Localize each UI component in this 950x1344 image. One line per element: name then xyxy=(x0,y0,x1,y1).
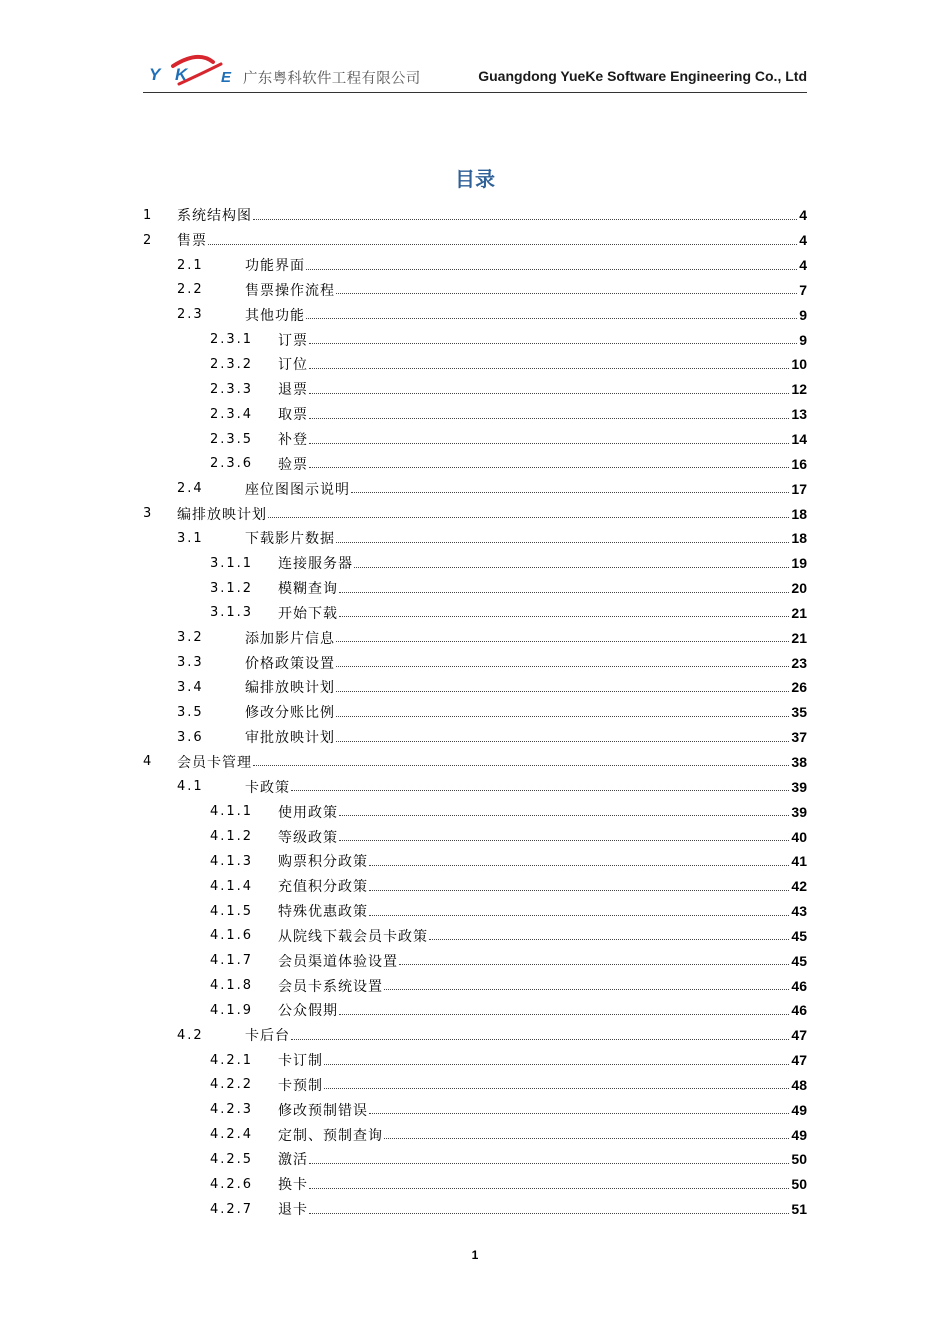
toc-entry-title: 特殊优惠政策 xyxy=(278,904,368,921)
toc-entry-number: 2.3.6 xyxy=(210,456,254,472)
svg-text:E: E xyxy=(221,69,232,86)
dot-leader xyxy=(369,915,789,916)
toc-entry[interactable] xyxy=(143,327,807,352)
dot-leader xyxy=(399,964,789,965)
toc-entry-number: 2.3.5 xyxy=(210,431,254,447)
toc-entry-title: 售票 xyxy=(177,233,207,250)
toc-entry[interactable] xyxy=(143,576,807,601)
toc-entry-number: 4.1.8 xyxy=(210,978,254,994)
toc-entry-title: 其他功能 xyxy=(245,307,305,324)
toc-entry-number: 4.1 xyxy=(177,779,204,795)
toc-entry-page: 23 xyxy=(791,654,807,671)
toc-entry-page: 4 xyxy=(799,232,807,249)
toc-entry-number: 4.2.1 xyxy=(210,1052,254,1068)
toc-entry-page: 48 xyxy=(791,1076,807,1093)
toc-entry-number: 4.1.5 xyxy=(210,903,254,919)
toc-entry[interactable] xyxy=(143,501,807,526)
toc-entry-title: 卡订制 xyxy=(278,1053,323,1070)
toc-entry-page: 46 xyxy=(791,977,807,994)
toc-entry-page: 51 xyxy=(791,1201,807,1218)
toc-entry-title: 修改分账比例 xyxy=(245,705,335,722)
dot-leader xyxy=(291,790,789,791)
toc-entry-title: 等级政策 xyxy=(278,829,338,846)
dot-leader xyxy=(309,368,789,369)
toc-entry-title: 退卡 xyxy=(278,1202,308,1219)
toc-entry-title: 下载影片数据 xyxy=(245,531,335,548)
toc-entry[interactable] xyxy=(143,1197,807,1222)
toc-entry-title: 激活 xyxy=(278,1152,308,1169)
toc-entry[interactable] xyxy=(143,203,807,228)
dot-leader xyxy=(384,989,789,990)
toc-entry-title: 定制、预制查询 xyxy=(278,1127,383,1144)
toc-entry-number: 2.3.2 xyxy=(210,356,254,372)
toc-entry-page: 49 xyxy=(791,1126,807,1143)
dot-leader xyxy=(324,1064,789,1065)
toc-entry-title: 编排放映计划 xyxy=(177,506,267,523)
toc-entry-title: 验票 xyxy=(278,456,308,473)
toc-entry-page: 50 xyxy=(791,1151,807,1168)
dot-leader xyxy=(339,616,789,617)
toc-entry-number: 2.3.1 xyxy=(210,332,254,348)
page-number: 1 xyxy=(471,1248,479,1262)
toc-entry-page: 20 xyxy=(791,580,807,597)
toc-entry-number: 3.2 xyxy=(177,630,204,646)
toc-entry[interactable] xyxy=(143,451,807,476)
toc-entry[interactable] xyxy=(143,1122,807,1147)
toc-entry[interactable] xyxy=(143,923,807,948)
toc-entry-page: 18 xyxy=(791,505,807,522)
toc-entry[interactable] xyxy=(143,774,807,799)
toc-entry-title: 公众假期 xyxy=(278,1003,338,1020)
toc-entry[interactable] xyxy=(143,650,807,675)
toc-entry-number: 2.1 xyxy=(177,257,204,273)
dot-leader xyxy=(309,443,789,444)
toc-entry-page: 45 xyxy=(791,927,807,944)
toc-entry-title: 卡政策 xyxy=(245,779,290,796)
toc-entry-number: 4 xyxy=(143,754,154,770)
toc-entry[interactable] xyxy=(143,725,807,750)
toc-entry-page: 16 xyxy=(791,455,807,472)
toc-entry-number: 4.2.4 xyxy=(210,1127,254,1143)
dot-leader xyxy=(268,517,789,518)
toc-entry-number: 3 xyxy=(143,506,154,522)
toc-entry-title: 价格政策设置 xyxy=(245,655,335,672)
toc-entry-number: 4.2 xyxy=(177,1027,204,1043)
toc-entry-number: 3.1 xyxy=(177,530,204,546)
dot-leader xyxy=(253,219,797,220)
toc-entry-number: 3.1.3 xyxy=(210,605,254,621)
table-of-contents xyxy=(143,203,807,1222)
toc-entry[interactable] xyxy=(143,1023,807,1048)
toc-entry-page: 17 xyxy=(791,480,807,497)
toc-entry-title: 会员渠道体验设置 xyxy=(278,953,398,970)
toc-entry-title: 座位图图示说明 xyxy=(245,481,350,498)
toc-entry[interactable] xyxy=(143,973,807,998)
toc-entry-title: 从院线下载会员卡政策 xyxy=(278,928,428,945)
dot-leader xyxy=(336,641,789,642)
toc-title: 目录 xyxy=(455,167,495,191)
toc-entry-number: 4.2.2 xyxy=(210,1077,254,1093)
toc-entry-number: 2.3.4 xyxy=(210,406,254,422)
dot-leader xyxy=(208,244,797,245)
dot-leader xyxy=(339,840,789,841)
toc-entry[interactable] xyxy=(143,352,807,377)
toc-entry-number: 3.5 xyxy=(177,704,204,720)
toc-entry[interactable] xyxy=(143,551,807,576)
toc-entry-page: 18 xyxy=(791,530,807,547)
toc-entry[interactable] xyxy=(143,302,807,327)
toc-entry-title: 使用政策 xyxy=(278,804,338,821)
toc-entry-number: 2.3.3 xyxy=(210,381,254,397)
toc-entry-number: 4.1.7 xyxy=(210,953,254,969)
dot-leader xyxy=(309,343,797,344)
dot-leader xyxy=(339,815,789,816)
company-logo xyxy=(143,54,238,88)
dot-leader xyxy=(339,592,789,593)
toc-entry-number: 4.1.9 xyxy=(210,1002,254,1018)
toc-entry-page: 10 xyxy=(791,356,807,373)
toc-entry[interactable] xyxy=(143,700,807,725)
company-name-en: Guangdong YueKe Software Engineering Co., Ltd xyxy=(478,68,807,84)
toc-entry-number: 4.1.3 xyxy=(210,853,254,869)
toc-entry[interactable] xyxy=(143,476,807,501)
dot-leader xyxy=(306,318,797,319)
page-header xyxy=(143,52,807,93)
dot-leader xyxy=(309,1163,789,1164)
toc-entry-number: 2 xyxy=(143,232,154,248)
toc-entry-page: 40 xyxy=(791,828,807,845)
toc-entry-number: 4.2.7 xyxy=(210,1201,254,1217)
toc-entry-number: 2.4 xyxy=(177,481,204,497)
toc-entry-title: 取票 xyxy=(278,407,308,424)
toc-entry[interactable] xyxy=(143,427,807,452)
toc-entry-title: 连接服务器 xyxy=(278,556,353,573)
toc-entry[interactable] xyxy=(143,874,807,899)
toc-entry-title: 购票积分政策 xyxy=(278,854,368,871)
dot-leader xyxy=(324,1088,789,1089)
toc-entry-number: 4.2.5 xyxy=(210,1151,254,1167)
dot-leader xyxy=(309,467,789,468)
toc-entry-page: 39 xyxy=(791,778,807,795)
toc-entry-page: 14 xyxy=(791,431,807,448)
dot-leader xyxy=(336,691,789,692)
toc-entry[interactable] xyxy=(143,278,807,303)
toc-entry-number: 2.2 xyxy=(177,282,204,298)
dot-leader xyxy=(429,939,789,940)
dot-leader xyxy=(336,666,789,667)
toc-entry-page: 9 xyxy=(799,306,807,323)
toc-entry[interactable] xyxy=(143,377,807,402)
toc-entry-title: 功能界面 xyxy=(245,258,305,275)
toc-entry-number: 4.2.6 xyxy=(210,1176,254,1192)
toc-entry[interactable] xyxy=(143,824,807,849)
dot-leader xyxy=(309,1213,789,1214)
dot-leader xyxy=(336,542,789,543)
toc-entry[interactable] xyxy=(143,899,807,924)
toc-entry-number: 4.1.4 xyxy=(210,878,254,894)
toc-entry[interactable] xyxy=(143,253,807,278)
toc-entry-title: 换卡 xyxy=(278,1177,308,1194)
toc-entry-page: 12 xyxy=(791,381,807,398)
dot-leader xyxy=(309,418,789,419)
toc-entry-title: 会员卡系统设置 xyxy=(278,978,383,995)
svg-text:K: K xyxy=(175,65,188,84)
toc-entry-number: 3.1.2 xyxy=(210,580,254,596)
toc-entry-page: 21 xyxy=(791,604,807,621)
toc-entry-number: 2.3 xyxy=(177,307,204,323)
toc-entry-number: 3.1.1 xyxy=(210,555,254,571)
toc-entry-page: 47 xyxy=(791,1027,807,1044)
toc-entry-number: 4.2.3 xyxy=(210,1102,254,1118)
company-name-cn: 广东粤科软件工程有限公司 xyxy=(243,71,421,87)
toc-entry-page: 9 xyxy=(799,331,807,348)
toc-entry-title: 卡预制 xyxy=(278,1077,323,1094)
toc-entry-page: 42 xyxy=(791,878,807,895)
toc-entry[interactable] xyxy=(143,998,807,1023)
toc-entry-title: 编排放映计划 xyxy=(245,680,335,697)
dot-leader xyxy=(309,393,789,394)
toc-entry-page: 21 xyxy=(791,629,807,646)
dot-leader xyxy=(369,890,789,891)
dot-leader xyxy=(369,1113,789,1114)
dot-leader xyxy=(336,293,797,294)
toc-entry-number: 3.4 xyxy=(177,679,204,695)
dot-leader xyxy=(336,741,789,742)
dot-leader xyxy=(309,1188,789,1189)
toc-entry-title: 充值积分政策 xyxy=(278,879,368,896)
toc-entry-page: 7 xyxy=(799,281,807,298)
toc-entry-number: 3.3 xyxy=(177,655,204,671)
toc-entry-title: 卡后台 xyxy=(245,1028,290,1045)
svg-text:Y: Y xyxy=(149,65,161,84)
dot-leader xyxy=(384,1138,789,1139)
toc-entry-title: 会员卡管理 xyxy=(177,754,252,771)
toc-entry[interactable] xyxy=(143,750,807,775)
toc-entry-number: 3.6 xyxy=(177,729,204,745)
toc-entry-number: 1 xyxy=(143,207,154,223)
toc-entry-number: 4.1.1 xyxy=(210,804,254,820)
toc-entry-title: 退票 xyxy=(278,382,308,399)
toc-entry[interactable] xyxy=(143,849,807,874)
toc-entry-page: 45 xyxy=(791,952,807,969)
toc-entry-page: 43 xyxy=(791,903,807,920)
toc-entry-page: 46 xyxy=(791,1002,807,1019)
toc-entry[interactable] xyxy=(143,799,807,824)
toc-entry-page: 47 xyxy=(791,1052,807,1069)
toc-entry[interactable] xyxy=(143,675,807,700)
toc-entry-title: 添加影片信息 xyxy=(245,630,335,647)
toc-entry-title: 补登 xyxy=(278,432,308,449)
toc-entry[interactable] xyxy=(143,948,807,973)
toc-entry[interactable] xyxy=(143,601,807,626)
toc-entry-page: 4 xyxy=(799,207,807,224)
toc-entry-page: 26 xyxy=(791,679,807,696)
toc-entry-title: 售票操作流程 xyxy=(245,282,335,299)
toc-entry-title: 修改预制错误 xyxy=(278,1102,368,1119)
toc-entry[interactable] xyxy=(143,1073,807,1098)
toc-entry-number: 4.1.6 xyxy=(210,928,254,944)
toc-entry-page: 49 xyxy=(791,1101,807,1118)
toc-entry-title: 开始下载 xyxy=(278,605,338,622)
toc-entry[interactable] xyxy=(143,526,807,551)
dot-leader xyxy=(306,269,797,270)
toc-entry-page: 39 xyxy=(791,803,807,820)
toc-entry-page: 37 xyxy=(791,729,807,746)
toc-entry-title: 系统结构图 xyxy=(177,208,252,225)
toc-entry[interactable] xyxy=(143,402,807,427)
toc-entry-title: 订票 xyxy=(278,332,308,349)
toc-entry[interactable] xyxy=(143,1048,807,1073)
toc-entry-number: 4.1.2 xyxy=(210,829,254,845)
toc-entry[interactable] xyxy=(143,1147,807,1172)
toc-entry-page: 38 xyxy=(791,753,807,770)
toc-entry[interactable] xyxy=(143,1172,807,1197)
dot-leader xyxy=(354,567,789,568)
toc-entry-page: 50 xyxy=(791,1176,807,1193)
toc-entry-page: 13 xyxy=(791,406,807,423)
dot-leader xyxy=(351,492,789,493)
toc-entry[interactable] xyxy=(143,1097,807,1122)
toc-entry-title: 订位 xyxy=(278,357,308,374)
toc-entry-page: 4 xyxy=(799,257,807,274)
toc-entry[interactable] xyxy=(143,625,807,650)
toc-entry-page: 41 xyxy=(791,853,807,870)
dot-leader xyxy=(291,1039,789,1040)
dot-leader xyxy=(253,765,789,766)
toc-entry-title: 模糊查询 xyxy=(278,581,338,598)
toc-entry-title: 审批放映计划 xyxy=(245,730,335,747)
dot-leader xyxy=(369,865,789,866)
dot-leader xyxy=(339,1014,789,1015)
dot-leader xyxy=(336,716,789,717)
toc-entry-page: 19 xyxy=(791,555,807,572)
toc-entry-page: 35 xyxy=(791,704,807,721)
toc-entry[interactable] xyxy=(143,228,807,253)
